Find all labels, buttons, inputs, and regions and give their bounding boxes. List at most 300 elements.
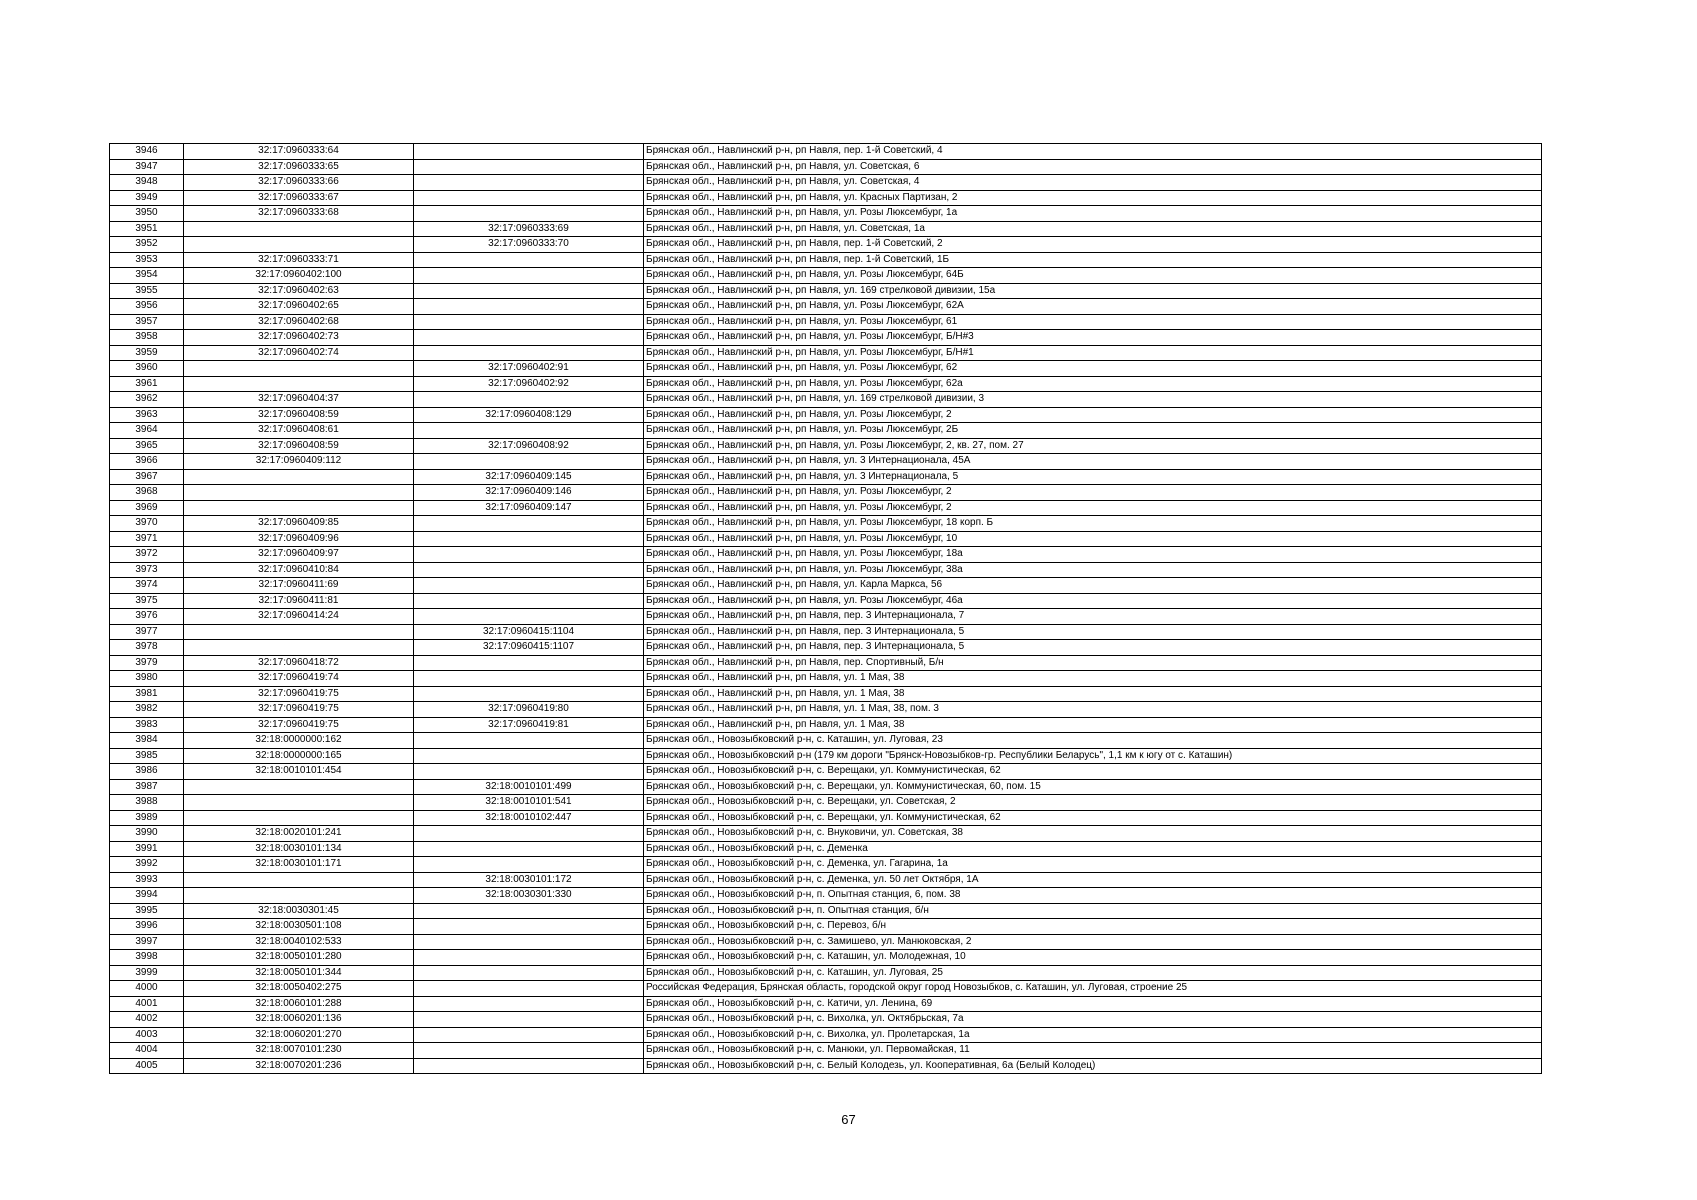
table-row [110,531,1542,547]
table-row [110,562,1542,578]
row-number-cell: 3974 [110,578,184,594]
related-cadastral-number-cell [414,578,644,594]
related-cadastral-number-cell [414,423,644,439]
address-cell: Брянская обл., Навлинский р-н, рп Навля, ул. Розы Люксембург, 10 [644,531,1542,547]
table-row [110,981,1542,997]
table-row [110,500,1542,516]
cadastral-number-cell: 32:18:0010101:454 [184,764,414,780]
row-number-cell: 3982 [110,702,184,718]
row-number-cell: 3948 [110,175,184,191]
row-number-cell: 3993 [110,872,184,888]
address-cell: Брянская обл., Навлинский р-н, рп Навля, пер. 1-й Советский, 2 [644,237,1542,253]
table-row [110,888,1542,904]
address-cell: Брянская обл., Новозыбковский р-н, с. Верещаки, ул. Коммунистическая, 60, пом. 15 [644,779,1542,795]
cadastral-number-cell: 32:17:0960409:112 [184,454,414,470]
address-cell: Брянская обл., Навлинский р-н, рп Навля, пер. Спортивный, Б/н [644,655,1542,671]
cadastral-number-cell: 32:17:0960414:24 [184,609,414,625]
table-row [110,919,1542,935]
row-number-cell: 3978 [110,640,184,656]
address-cell: Брянская обл., Новозыбковский р-н, с. Манюки, ул. Первомайская, 11 [644,1043,1542,1059]
row-number-cell: 3979 [110,655,184,671]
cadastral-number-cell: 32:18:0030101:134 [184,841,414,857]
address-cell: Брянская обл., Навлинский р-н, рп Навля, пер. 1-й Советский, 1Б [644,252,1542,268]
table-row [110,578,1542,594]
cadastral-number-cell: 32:17:0960409:96 [184,531,414,547]
address-cell: Брянская обл., Навлинский р-н, рп Навля, ул. Розы Люксембург, 2, кв. 27, пом. 27 [644,438,1542,454]
address-cell: Брянская обл., Навлинский р-н, рп Навля, ул. Розы Люксембург, 61 [644,314,1542,330]
table-row [110,283,1542,299]
row-number-cell: 4001 [110,996,184,1012]
related-cadastral-number-cell [414,314,644,330]
cadastral-number-cell: 32:17:0960333:66 [184,175,414,191]
row-number-cell: 3999 [110,965,184,981]
row-number-cell: 3971 [110,531,184,547]
related-cadastral-number-cell [414,841,644,857]
table-row [110,1027,1542,1043]
related-cadastral-number-cell [414,1027,644,1043]
cadastral-number-cell [184,376,414,392]
table-row [110,237,1542,253]
cadastral-number-cell: 32:17:0960333:67 [184,190,414,206]
address-cell: Брянская обл., Новозыбковский р-н, с. Деменка, ул. 50 лет Октября, 1А [644,872,1542,888]
related-cadastral-number-cell: 32:17:0960409:145 [414,469,644,485]
related-cadastral-number-cell: 32:17:0960408:129 [414,407,644,423]
address-cell: Брянская обл., Навлинский р-н, рп Навля, пер. 3 Интернационала, 5 [644,624,1542,640]
row-number-cell: 3985 [110,748,184,764]
row-number-cell: 3957 [110,314,184,330]
cadastral-number-cell: 32:17:0960402:68 [184,314,414,330]
address-cell: Брянская обл., Новозыбковский р-н, п. Опытная станция, 6, пом. 38 [644,888,1542,904]
related-cadastral-number-cell [414,392,644,408]
table-row [110,609,1542,625]
related-cadastral-number-cell: 32:17:0960415:1107 [414,640,644,656]
related-cadastral-number-cell [414,593,644,609]
address-cell: Брянская обл., Новозыбковский р-н, с. Каташин, ул. Молодежная, 10 [644,950,1542,966]
table-row [110,733,1542,749]
related-cadastral-number-cell [414,159,644,175]
row-number-cell: 4004 [110,1043,184,1059]
related-cadastral-number-cell [414,345,644,361]
related-cadastral-number-cell [414,671,644,687]
table-row [110,1012,1542,1028]
row-number-cell: 3952 [110,237,184,253]
cadastral-number-cell: 32:17:0960419:75 [184,686,414,702]
cadastral-number-cell: 32:17:0960333:65 [184,159,414,175]
related-cadastral-number-cell [414,655,644,671]
address-cell: Брянская обл., Навлинский р-н, рп Навля, пер. 3 Интернационала, 5 [644,640,1542,656]
row-number-cell: 3984 [110,733,184,749]
row-number-cell: 3964 [110,423,184,439]
row-number-cell: 3991 [110,841,184,857]
address-cell: Брянская обл., Навлинский р-н, рп Навля, ул. Розы Люксембург, 2 [644,500,1542,516]
row-number-cell: 3954 [110,268,184,284]
cadastral-number-cell: 32:17:0960402:65 [184,299,414,315]
related-cadastral-number-cell: 32:17:0960402:92 [414,376,644,392]
property-table-body [110,144,1542,1074]
address-cell: Брянская обл., Навлинский р-н, рп Навля, ул. Розы Люксембург, Б/Н#3 [644,330,1542,346]
table-row [110,779,1542,795]
related-cadastral-number-cell [414,903,644,919]
cadastral-number-cell: 32:17:0960410:84 [184,562,414,578]
row-number-cell: 3951 [110,221,184,237]
row-number-cell: 3976 [110,609,184,625]
address-cell: Брянская обл., Навлинский р-н, рп Навля, ул. Розы Люксембург, 46а [644,593,1542,609]
related-cadastral-number-cell [414,996,644,1012]
related-cadastral-number-cell: 32:17:0960409:147 [414,500,644,516]
related-cadastral-number-cell [414,299,644,315]
table-row [110,671,1542,687]
related-cadastral-number-cell [414,748,644,764]
address-cell: Брянская обл., Навлинский р-н, рп Навля, ул. Розы Люксембург, 18а [644,547,1542,563]
address-cell: Брянская обл., Новозыбковский р-н, с. Замишево, ул. Манюковская, 2 [644,934,1542,950]
row-number-cell: 3989 [110,810,184,826]
address-cell: Брянская обл., Навлинский р-н, рп Навля, пер. 3 Интернационала, 7 [644,609,1542,625]
related-cadastral-number-cell [414,252,644,268]
address-cell: Брянская обл., Навлинский р-н, рп Навля, ул. 3 Интернационала, 5 [644,469,1542,485]
related-cadastral-number-cell: 32:18:0010102:447 [414,810,644,826]
cadastral-number-cell: 32:17:0960408:61 [184,423,414,439]
address-cell: Брянская обл., Навлинский р-н, рп Навля, ул. 1 Мая, 38, пом. 3 [644,702,1542,718]
row-number-cell: 3958 [110,330,184,346]
address-cell: Брянская обл., Навлинский р-н, рп Навля, ул. Розы Люксембург, 2Б [644,423,1542,439]
row-number-cell: 4005 [110,1058,184,1074]
related-cadastral-number-cell [414,190,644,206]
cadastral-number-cell [184,810,414,826]
cadastral-number-cell: 32:18:0030101:171 [184,857,414,873]
address-cell: Брянская обл., Новозыбковский р-н, с. Верещаки, ул. Советская, 2 [644,795,1542,811]
address-cell: Брянская обл., Новозыбковский р-н (179 км дороги "Брянск-Новозыбков-гр. Республики Беларусь", 1,1 км к югу от с. Каташин) [644,748,1542,764]
related-cadastral-number-cell [414,1058,644,1074]
table-row [110,330,1542,346]
cadastral-number-cell [184,779,414,795]
cadastral-number-cell: 32:17:0960333:71 [184,252,414,268]
related-cadastral-number-cell [414,562,644,578]
cadastral-number-cell [184,872,414,888]
table-row [110,841,1542,857]
row-number-cell: 4003 [110,1027,184,1043]
related-cadastral-number-cell: 32:18:0030301:330 [414,888,644,904]
row-number-cell: 3997 [110,934,184,950]
table-row [110,950,1542,966]
row-number-cell: 3963 [110,407,184,423]
row-number-cell: 3970 [110,516,184,532]
table-row [110,965,1542,981]
address-cell: Брянская обл., Навлинский р-н, рп Навля, ул. Розы Люксембург, 1а [644,206,1542,222]
address-cell: Брянская обл., Навлинский р-н, рп Навля, ул. 169 стрелковой дивизии, 15а [644,283,1542,299]
related-cadastral-number-cell [414,733,644,749]
cadastral-number-cell [184,361,414,377]
cadastral-number-cell: 32:18:0020101:241 [184,826,414,842]
address-cell: Брянская обл., Навлинский р-н, рп Навля, ул. 169 стрелковой дивизии, 3 [644,392,1542,408]
row-number-cell: 3992 [110,857,184,873]
table-row [110,221,1542,237]
related-cadastral-number-cell [414,1043,644,1059]
cadastral-number-cell [184,221,414,237]
table-row [110,717,1542,733]
table-row [110,748,1542,764]
table-row [110,593,1542,609]
cadastral-number-cell: 32:17:0960402:100 [184,268,414,284]
address-cell: Брянская обл., Новозыбковский р-н, с. Перевоз, б/н [644,919,1542,935]
related-cadastral-number-cell [414,1012,644,1028]
related-cadastral-number-cell: 32:17:0960415:1104 [414,624,644,640]
table-row [110,190,1542,206]
cadastral-number-cell: 32:18:0060201:270 [184,1027,414,1043]
row-number-cell: 3996 [110,919,184,935]
related-cadastral-number-cell: 32:17:0960333:70 [414,237,644,253]
table-row [110,516,1542,532]
row-number-cell: 3987 [110,779,184,795]
cadastral-number-cell: 32:17:0960404:37 [184,392,414,408]
related-cadastral-number-cell [414,516,644,532]
cadastral-number-cell: 32:17:0960409:97 [184,547,414,563]
address-cell: Брянская обл., Навлинский р-н, рп Навля, ул. Розы Люксембург, 62а [644,376,1542,392]
table-row [110,764,1542,780]
row-number-cell: 3990 [110,826,184,842]
row-number-cell: 3994 [110,888,184,904]
cadastral-number-cell: 32:17:0960419:75 [184,702,414,718]
address-cell: Брянская обл., Новозыбковский р-н, с. Вихолка, ул. Пролетарская, 1а [644,1027,1542,1043]
table-row [110,407,1542,423]
cadastral-number-cell [184,469,414,485]
address-cell: Брянская обл., Навлинский р-н, рп Навля, ул. Розы Люксембург, 2 [644,407,1542,423]
address-cell: Брянская обл., Навлинский р-н, рп Навля, ул. Розы Люксембург, 62А [644,299,1542,315]
cadastral-number-cell: 32:17:0960408:59 [184,407,414,423]
row-number-cell: 3967 [110,469,184,485]
table-row [110,485,1542,501]
related-cadastral-number-cell [414,330,644,346]
cadastral-number-cell: 32:17:0960402:74 [184,345,414,361]
table-row [110,438,1542,454]
row-number-cell: 3950 [110,206,184,222]
address-cell: Брянская обл., Новозыбковский р-н, с. Белый Колодезь, ул. Кооперативная, 6а (Белый Колодец) [644,1058,1542,1074]
cadastral-number-cell: 32:17:0960419:74 [184,671,414,687]
table-row [110,702,1542,718]
row-number-cell: 3981 [110,686,184,702]
table-row [110,392,1542,408]
related-cadastral-number-cell [414,857,644,873]
related-cadastral-number-cell: 32:18:0010101:541 [414,795,644,811]
related-cadastral-number-cell [414,934,644,950]
cadastral-number-cell: 32:17:0960419:75 [184,717,414,733]
table-row [110,872,1542,888]
cadastral-number-cell: 32:18:0050101:280 [184,950,414,966]
related-cadastral-number-cell [414,609,644,625]
address-cell: Брянская обл., Навлинский р-н, рп Навля, ул. Советская, 4 [644,175,1542,191]
related-cadastral-number-cell [414,531,644,547]
cadastral-number-cell [184,640,414,656]
address-cell: Брянская обл., Новозыбковский р-н, с. Деменка, ул. Гагарина, 1а [644,857,1542,873]
row-number-cell: 3962 [110,392,184,408]
table-row [110,159,1542,175]
cadastral-number-cell [184,795,414,811]
cadastral-number-cell: 32:17:0960402:63 [184,283,414,299]
table-row [110,376,1542,392]
address-cell: Брянская обл., Навлинский р-н, рп Навля, ул. Розы Люксембург, 18 корп. Б [644,516,1542,532]
address-cell: Брянская обл., Новозыбковский р-н, с. Внуковичи, ул. Советская, 38 [644,826,1542,842]
row-number-cell: 3953 [110,252,184,268]
cadastral-number-cell: 32:17:0960402:73 [184,330,414,346]
table-row [110,1058,1542,1074]
row-number-cell: 3960 [110,361,184,377]
table-row [110,826,1542,842]
row-number-cell: 3998 [110,950,184,966]
related-cadastral-number-cell [414,965,644,981]
related-cadastral-number-cell [414,144,644,160]
cadastral-number-cell: 32:17:0960411:69 [184,578,414,594]
cadastral-number-cell: 32:18:0030301:45 [184,903,414,919]
address-cell: Брянская обл., Навлинский р-н, рп Навля, ул. Розы Люксембург, 64Б [644,268,1542,284]
table-row [110,547,1542,563]
row-number-cell: 3966 [110,454,184,470]
row-number-cell: 3946 [110,144,184,160]
cadastral-number-cell: 32:18:0060101:288 [184,996,414,1012]
related-cadastral-number-cell [414,547,644,563]
address-cell: Брянская обл., Навлинский р-н, рп Навля, ул. 3 Интернационала, 45А [644,454,1542,470]
table-row [110,934,1542,950]
row-number-cell: 3980 [110,671,184,687]
related-cadastral-number-cell: 32:17:0960333:69 [414,221,644,237]
row-number-cell: 3969 [110,500,184,516]
related-cadastral-number-cell [414,764,644,780]
table-row [110,857,1542,873]
address-cell: Брянская обл., Навлинский р-н, рп Навля, ул. 1 Мая, 38 [644,717,1542,733]
property-table [109,143,1542,1074]
row-number-cell: 4000 [110,981,184,997]
table-row [110,903,1542,919]
table-row [110,345,1542,361]
address-cell: Брянская обл., Навлинский р-н, рп Навля, ул. Советская, 1а [644,221,1542,237]
row-number-cell: 4002 [110,1012,184,1028]
address-cell: Брянская обл., Навлинский р-н, рп Навля, ул. Карла Маркса, 56 [644,578,1542,594]
table-row [110,423,1542,439]
table-row [110,469,1542,485]
related-cadastral-number-cell [414,268,644,284]
related-cadastral-number-cell [414,686,644,702]
table-row [110,361,1542,377]
table-row [110,144,1542,160]
cadastral-number-cell [184,624,414,640]
address-cell: Брянская обл., Новозыбковский р-н, с. Катичи, ул. Ленина, 69 [644,996,1542,1012]
address-cell: Брянская обл., Навлинский р-н, рп Навля, ул. Розы Люксембург, 2 [644,485,1542,501]
row-number-cell: 3965 [110,438,184,454]
table-row [110,314,1542,330]
cadastral-number-cell [184,888,414,904]
address-cell: Брянская обл., Новозыбковский р-н, с. Верещаки, ул. Коммунистическая, 62 [644,810,1542,826]
table-row [110,624,1542,640]
row-number-cell: 3995 [110,903,184,919]
cadastral-number-cell [184,485,414,501]
table-row [110,686,1542,702]
related-cadastral-number-cell [414,826,644,842]
cadastral-number-cell: 32:17:0960333:64 [184,144,414,160]
cadastral-number-cell: 32:17:0960408:59 [184,438,414,454]
table-row [110,206,1542,222]
cadastral-number-cell: 32:18:0050101:344 [184,965,414,981]
table-row [110,640,1542,656]
cadastral-number-cell: 32:18:0040102:533 [184,934,414,950]
cadastral-number-cell: 32:17:0960418:72 [184,655,414,671]
cadastral-number-cell: 32:17:0960409:85 [184,516,414,532]
address-cell: Брянская обл., Новозыбковский р-н, с. Каташин, ул. Луговая, 25 [644,965,1542,981]
cadastral-number-cell: 32:17:0960411:81 [184,593,414,609]
cadastral-number-cell: 32:18:0000000:165 [184,748,414,764]
related-cadastral-number-cell [414,206,644,222]
table-row [110,454,1542,470]
address-cell: Брянская обл., Навлинский р-н, рп Навля, ул. 1 Мая, 38 [644,671,1542,687]
related-cadastral-number-cell [414,454,644,470]
row-number-cell: 3977 [110,624,184,640]
related-cadastral-number-cell [414,981,644,997]
cadastral-number-cell: 32:18:0030501:108 [184,919,414,935]
table-row [110,175,1542,191]
related-cadastral-number-cell: 32:17:0960402:91 [414,361,644,377]
related-cadastral-number-cell [414,950,644,966]
cadastral-number-cell [184,500,414,516]
address-cell: Российская Федерация, Брянская область, городской округ город Новозыбков, с. Каташин, ул. Луговая, строение 25 [644,981,1542,997]
address-cell: Брянская обл., Навлинский р-н, рп Навля, ул. Красных Партизан, 2 [644,190,1542,206]
row-number-cell: 3975 [110,593,184,609]
row-number-cell: 3947 [110,159,184,175]
table-row [110,810,1542,826]
related-cadastral-number-cell: 32:17:0960409:146 [414,485,644,501]
table-row [110,1043,1542,1059]
address-cell: Брянская обл., Навлинский р-н, рп Навля, ул. Розы Люксембург, Б/Н#1 [644,345,1542,361]
row-number-cell: 3961 [110,376,184,392]
address-cell: Брянская обл., Новозыбковский р-н, с. Деменка [644,841,1542,857]
cadastral-number-cell: 32:18:0060201:136 [184,1012,414,1028]
related-cadastral-number-cell: 32:18:0010101:499 [414,779,644,795]
related-cadastral-number-cell: 32:18:0030101:172 [414,872,644,888]
cadastral-number-cell: 32:18:0000000:162 [184,733,414,749]
table-row [110,252,1542,268]
related-cadastral-number-cell: 32:17:0960419:80 [414,702,644,718]
row-number-cell: 3988 [110,795,184,811]
table-row [110,299,1542,315]
table-row [110,268,1542,284]
row-number-cell: 3956 [110,299,184,315]
cadastral-number-cell: 32:17:0960333:68 [184,206,414,222]
row-number-cell: 3983 [110,717,184,733]
cadastral-number-cell: 32:18:0070201:236 [184,1058,414,1074]
address-cell: Брянская обл., Навлинский р-н, рп Навля, ул. Советская, 6 [644,159,1542,175]
address-cell: Брянская обл., Новозыбковский р-н, с. Каташин, ул. Луговая, 23 [644,733,1542,749]
row-number-cell: 3949 [110,190,184,206]
related-cadastral-number-cell: 32:17:0960408:92 [414,438,644,454]
address-cell: Брянская обл., Новозыбковский р-н, п. Опытная станция, б/н [644,903,1542,919]
address-cell: Брянская обл., Навлинский р-н, рп Навля, ул. Розы Люксембург, 62 [644,361,1542,377]
row-number-cell: 3955 [110,283,184,299]
table-row [110,795,1542,811]
table-row [110,996,1542,1012]
page-number: 67 [841,1112,856,1127]
address-cell: Брянская обл., Новозыбковский р-н, с. Вихолка, ул. Октябрьская, 7а [644,1012,1542,1028]
row-number-cell: 3973 [110,562,184,578]
address-cell: Брянская обл., Новозыбковский р-н, с. Верещаки, ул. Коммунистическая, 62 [644,764,1542,780]
address-cell: Брянская обл., Навлинский р-н, рп Навля, пер. 1-й Советский, 4 [644,144,1542,160]
row-number-cell: 3972 [110,547,184,563]
cadastral-number-cell [184,237,414,253]
table-row [110,655,1542,671]
cadastral-number-cell: 32:18:0050402:275 [184,981,414,997]
address-cell: Брянская обл., Навлинский р-н, рп Навля, ул. Розы Люксембург, 38а [644,562,1542,578]
row-number-cell: 3959 [110,345,184,361]
address-cell: Брянская обл., Навлинский р-н, рп Навля, ул. 1 Мая, 38 [644,686,1542,702]
related-cadastral-number-cell [414,175,644,191]
row-number-cell: 3968 [110,485,184,501]
related-cadastral-number-cell [414,283,644,299]
related-cadastral-number-cell [414,919,644,935]
